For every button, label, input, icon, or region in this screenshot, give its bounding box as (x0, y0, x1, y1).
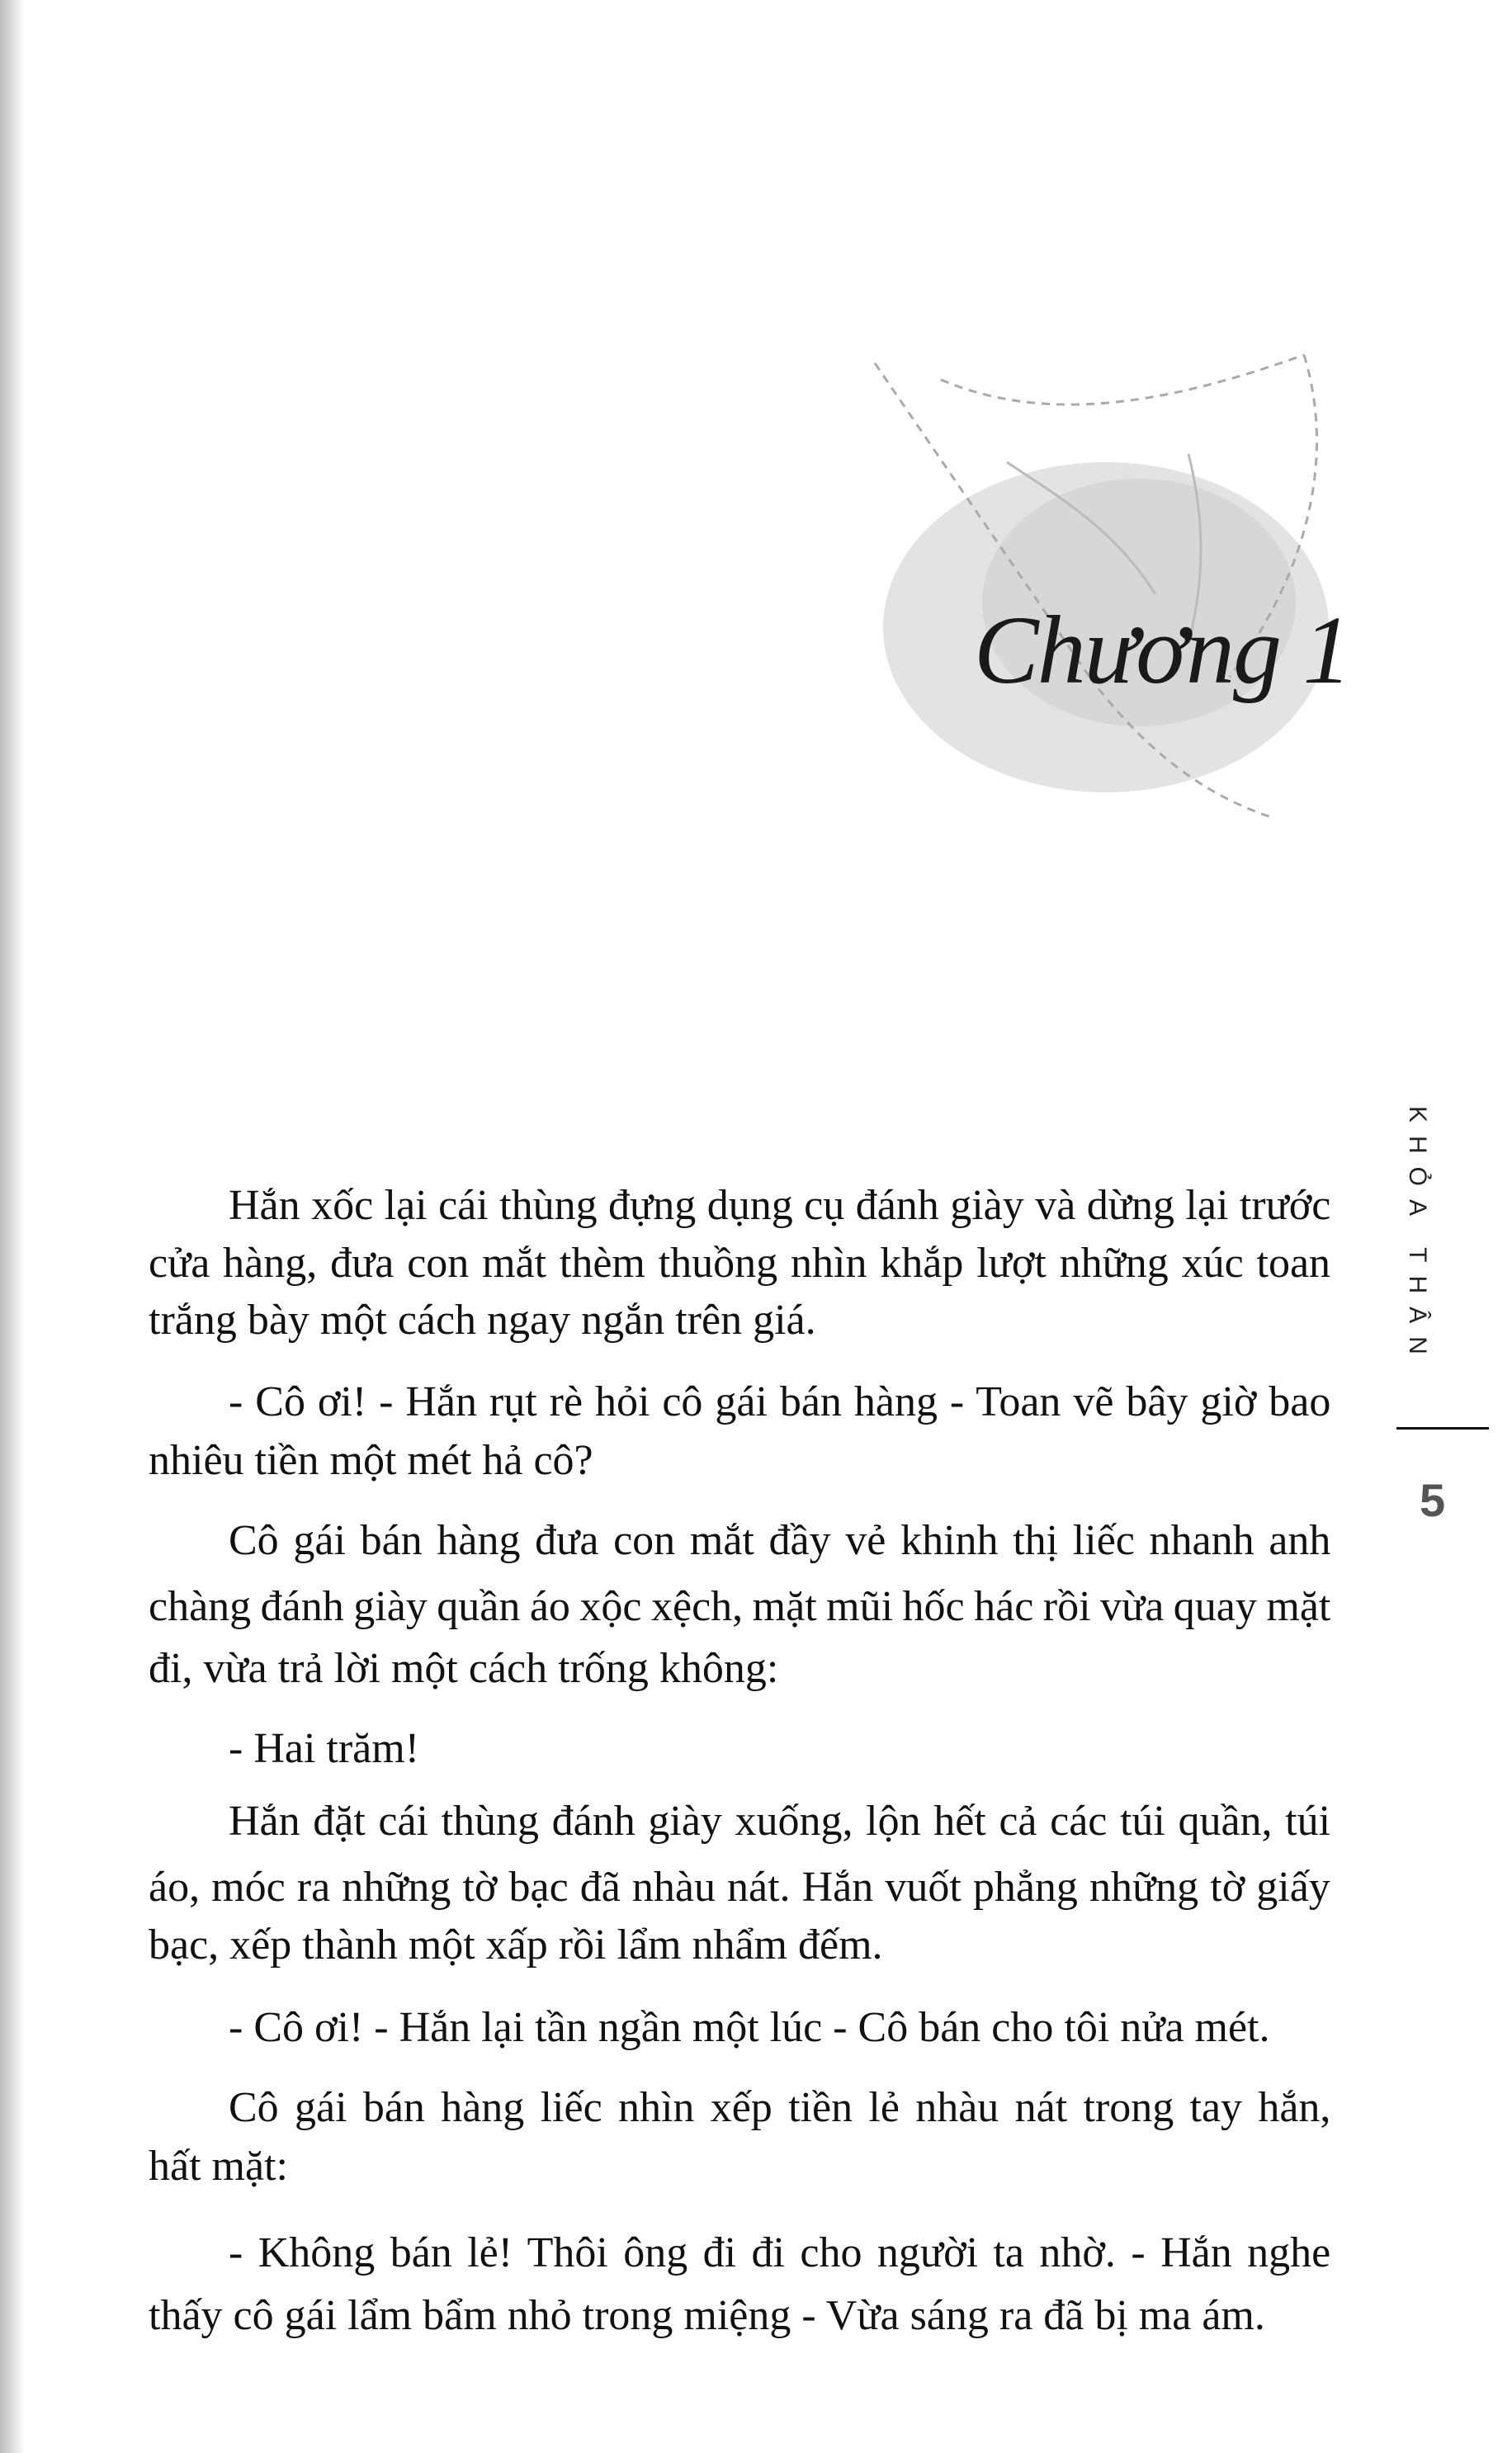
text-line: - Cô ơi! - Hắn lại tần ngần một lúc - Cô bán cho tôi nửa mét. (229, 2004, 1270, 2051)
chapter-title: Chương 1 (974, 596, 1350, 704)
text-line: đi, vừa trả lời một cách trống không: (149, 1645, 779, 1692)
page-number: 5 (1420, 1474, 1446, 1526)
text-line: áo, móc ra những tờ bạc đã nhàu nát. Hắn vuốt phẳng những tờ giấy (149, 1864, 1330, 1911)
text-line: thấy cô gái lẩm bẩm nhỏ trong miệng - Vừa sáng ra đã bị ma ám. (149, 2292, 1265, 2339)
running-title: KHỎA THÂN (1404, 1106, 1431, 1368)
text-line: hất mặt: (149, 2143, 288, 2190)
text-line: Cô gái bán hàng liếc nhìn xếp tiền lẻ nhàu nát trong tay hắn, (229, 2084, 1331, 2131)
text-line: cửa hàng, đưa con mắt thèm thuồng nhìn khắp lượt những xúc toan (149, 1240, 1331, 1287)
text-line: trắng bày một cách ngay ngắn trên giá. (149, 1297, 816, 1344)
text-line: - Không bán lẻ! Thôi ông đi đi cho người ta nhờ. - Hắn nghe (229, 2229, 1331, 2276)
text-line: chàng đánh giày quần áo xộc xệch, mặt mũi hốc hác rồi vừa quay mặt (149, 1583, 1331, 1630)
page-gutter-shadow (0, 0, 25, 2453)
text-line: Cô gái bán hàng đưa con mắt đầy vẻ khinh thị liếc nhanh anh (229, 1517, 1331, 1564)
text-line: bạc, xếp thành một xấp rồi lẩm nhẩm đếm. (149, 1921, 883, 1969)
text-line: - Cô ơi! - Hắn rụt rè hỏi cô gái bán hàng - Toan vẽ bây giờ bao (229, 1378, 1331, 1425)
text-line: - Hai trăm! (229, 1725, 420, 1772)
text-line: nhiêu tiền một mét hả cô? (149, 1437, 593, 1484)
divider (1396, 1427, 1489, 1430)
text-line: Hắn xốc lại cái thùng đựng dụng cụ đánh giày và dừng lại trước (229, 1182, 1331, 1229)
text-line: Hắn đặt cái thùng đánh giày xuống, lộn hết cả các túi quần, túi (229, 1798, 1331, 1845)
leaf-decoration-icon (842, 330, 1354, 842)
